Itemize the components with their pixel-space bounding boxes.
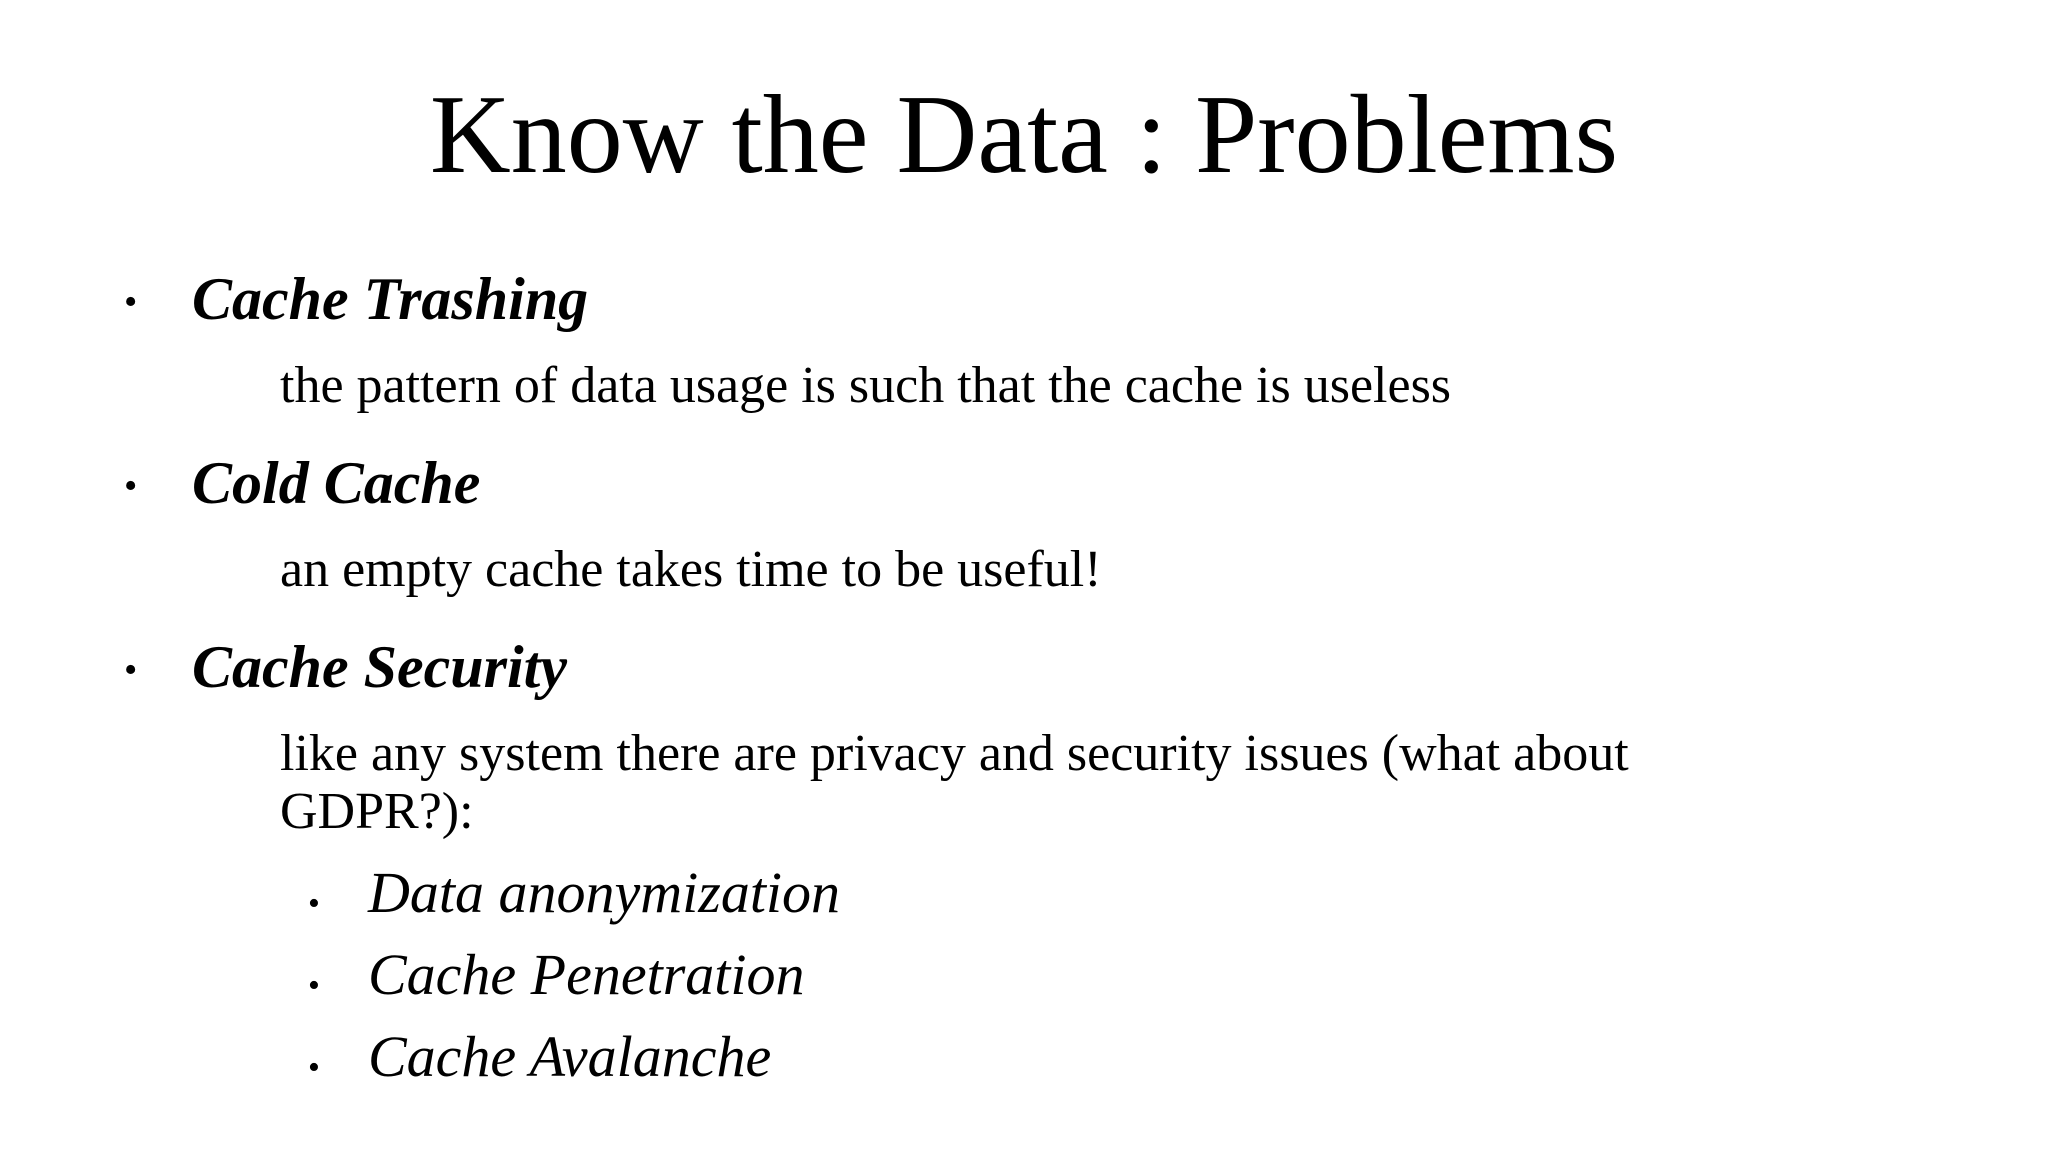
sub-bullet-icon: •	[308, 967, 320, 1004]
bullet-icon: •	[124, 649, 138, 691]
subitem-data-anonymization: Data anonymization	[368, 860, 841, 925]
subitem-cache-avalanche: Cache Avalanche	[368, 1024, 772, 1089]
sub-bullet-icon: •	[308, 1049, 320, 1086]
item-description-cold-cache: an empty cache takes time to be useful!	[280, 541, 1102, 598]
item-description-cache-trashing: the pattern of data usage is such that the cache is useless	[280, 357, 1452, 414]
item-heading-cold-cache: Cold Cache	[192, 450, 481, 516]
item-heading-cache-trashing: Cache Trashing	[192, 266, 589, 332]
bullet-icon: •	[124, 281, 138, 323]
item-description-cache-security-line-2: GDPR?):	[280, 783, 474, 840]
sub-bullet-icon: •	[308, 885, 320, 922]
item-heading-cache-security: Cache Security	[192, 634, 567, 700]
bullet-icon: •	[124, 465, 138, 507]
item-description-cache-security-line-1: like any system there are privacy and security issues (what about	[280, 725, 1629, 782]
subitem-cache-penetration: Cache Penetration	[368, 942, 805, 1007]
slide-title: Know the Data : Problems	[429, 73, 1619, 197]
